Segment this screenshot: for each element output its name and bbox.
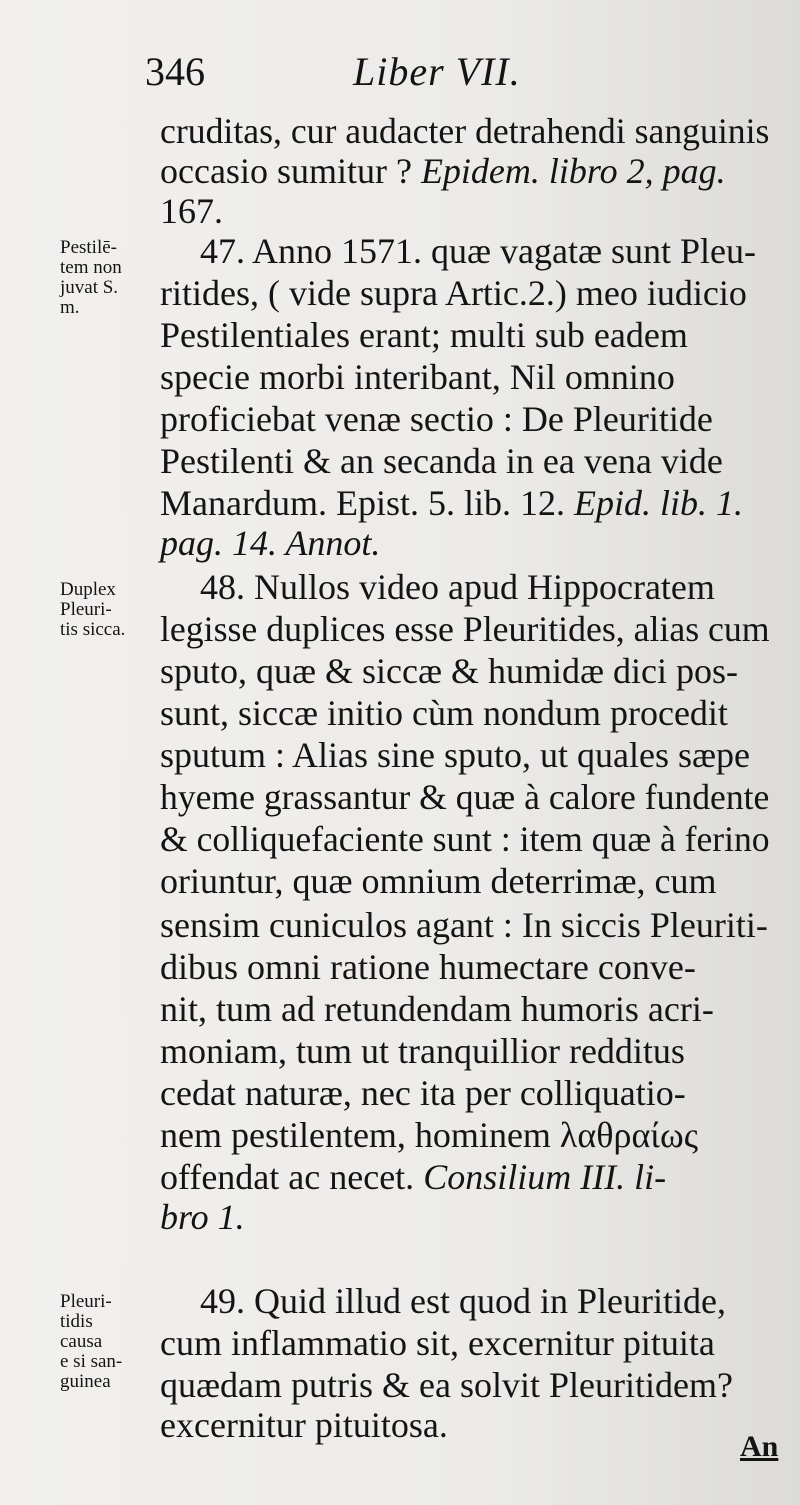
text-line <box>160 1364 733 1406</box>
line-text: nem pestilentem, hominem λαθραίως <box>160 1115 698 1155</box>
margin-note-line: guinea <box>60 1371 111 1392</box>
line-text: nit, tum ad retundendam humoris acri- <box>160 989 714 1029</box>
text-line <box>200 1280 726 1322</box>
line-text: sputo, quæ & siccæ & humidæ dici pos- <box>160 651 739 691</box>
text-line <box>160 522 380 564</box>
text-line <box>160 1156 666 1198</box>
running-title: Liber VII. <box>353 49 521 94</box>
line-text: hyeme grassantur & quæ à calore fundente <box>160 777 770 817</box>
margin-note-line: Pestilē- <box>60 237 117 258</box>
margin-note-line: juvat S. <box>60 277 119 298</box>
text-line <box>160 150 726 192</box>
page-number: 346 <box>145 49 205 94</box>
text-line <box>160 1196 245 1238</box>
text-line <box>160 860 717 902</box>
page-header <box>145 40 765 100</box>
margin-note-line: tidis <box>60 1311 93 1332</box>
text-line <box>160 1072 686 1114</box>
line-text: quædam putris & ea solvit Pleuritidem? <box>160 1365 733 1405</box>
line-text: legisse duplices esse Pleuritides, alias cum <box>160 609 770 649</box>
text-line <box>160 1114 698 1156</box>
text-line <box>160 988 714 1030</box>
line-italic: pag. 14. Annot. <box>160 523 381 563</box>
line-text: offendat ac necet. <box>160 1157 424 1197</box>
margin-note <box>60 1292 122 1392</box>
text-line <box>160 946 696 988</box>
line-text: 48. Nullos video apud Hippocratem <box>200 567 715 607</box>
line-italic: Epidem. libro 2, pag. <box>420 151 726 191</box>
text-line <box>160 482 743 524</box>
line-text: Manardum. Epist. 5. lib. 12. <box>160 483 574 523</box>
text-line <box>200 566 715 608</box>
margin-note-line: Pleuri- <box>60 599 112 620</box>
line-text: sunt, siccæ initio cùm nondum procedit <box>160 693 728 733</box>
line-text: 49. Quid illud est quod in Pleuritide, <box>200 1281 726 1321</box>
line-text: moniam, tum ut tranquillior redditus <box>160 1031 685 1071</box>
text-line <box>160 314 688 356</box>
line-text: oriuntur, quæ omnium deterrimæ, cum <box>160 861 717 901</box>
margin-note-line: e si san- <box>60 1351 123 1372</box>
text-line <box>160 734 750 776</box>
margin-note-line: m. <box>60 297 80 318</box>
text-line <box>160 1404 448 1446</box>
margin-note-line: causa <box>60 1331 103 1352</box>
line-italic: Epid. lib. 1. <box>573 483 743 523</box>
text-line <box>160 776 769 818</box>
catchword: An <box>740 1430 779 1463</box>
text-line <box>160 190 223 232</box>
margin-note-line: tis sicca. <box>60 619 126 640</box>
text-line <box>160 272 747 314</box>
line-italic: bro 1. <box>160 1197 245 1237</box>
line-text: excernitur pituitosa. <box>160 1405 448 1445</box>
line-text: 47. Anno 1571. quæ vagatæ sunt Pleu- <box>200 231 756 271</box>
line-text: 167. <box>160 191 223 231</box>
text-line <box>160 904 768 946</box>
line-text: dibus omni ratione humectare conve- <box>160 947 696 987</box>
line-text: ritides, ( vide supra Artic.2.) meo iudicio <box>160 273 747 313</box>
line-text: proficiebat venæ sectio : De Pleuritide <box>160 399 713 439</box>
text-line <box>160 440 723 482</box>
margin-note-line: Duplex <box>60 579 116 600</box>
text-line <box>160 608 770 650</box>
line-text: cum inflammatio sit, excernitur pituita <box>160 1323 715 1363</box>
text-line <box>160 650 738 692</box>
line-italic: Consilium III. li- <box>423 1157 667 1197</box>
line-text: sensim cuniculos agant : In siccis Pleuriti- <box>160 905 768 945</box>
line-text: cruditas, cur audacter detrahendi sanguinis <box>160 111 770 151</box>
line-text: Pestilentiales erant; multi sub eadem <box>160 315 688 355</box>
text-line <box>160 818 770 860</box>
margin-note-line: tem non <box>60 257 122 278</box>
line-text: & colliquefaciente sunt : item quæ à ferino <box>160 819 770 859</box>
text-line <box>160 398 713 440</box>
text-line <box>160 692 728 734</box>
margin-note-line: Pleuri- <box>60 1291 112 1312</box>
text-line <box>160 356 675 398</box>
text-line <box>160 1322 715 1364</box>
text-line <box>160 110 769 152</box>
line-text: occasio sumitur ? <box>160 151 421 191</box>
line-text: sputum : Alias sine sputo, ut quales sæpe <box>160 735 750 775</box>
text-line <box>200 230 756 272</box>
text-line <box>160 1030 685 1072</box>
margin-note <box>60 580 125 640</box>
line-text: Pestilenti & an secanda in ea vena vide <box>160 441 723 481</box>
margin-note <box>60 238 122 318</box>
line-text: specie morbi interibant, Nil omnino <box>160 357 675 397</box>
line-text: cedat naturæ, nec ita per colliquatio- <box>160 1073 686 1113</box>
